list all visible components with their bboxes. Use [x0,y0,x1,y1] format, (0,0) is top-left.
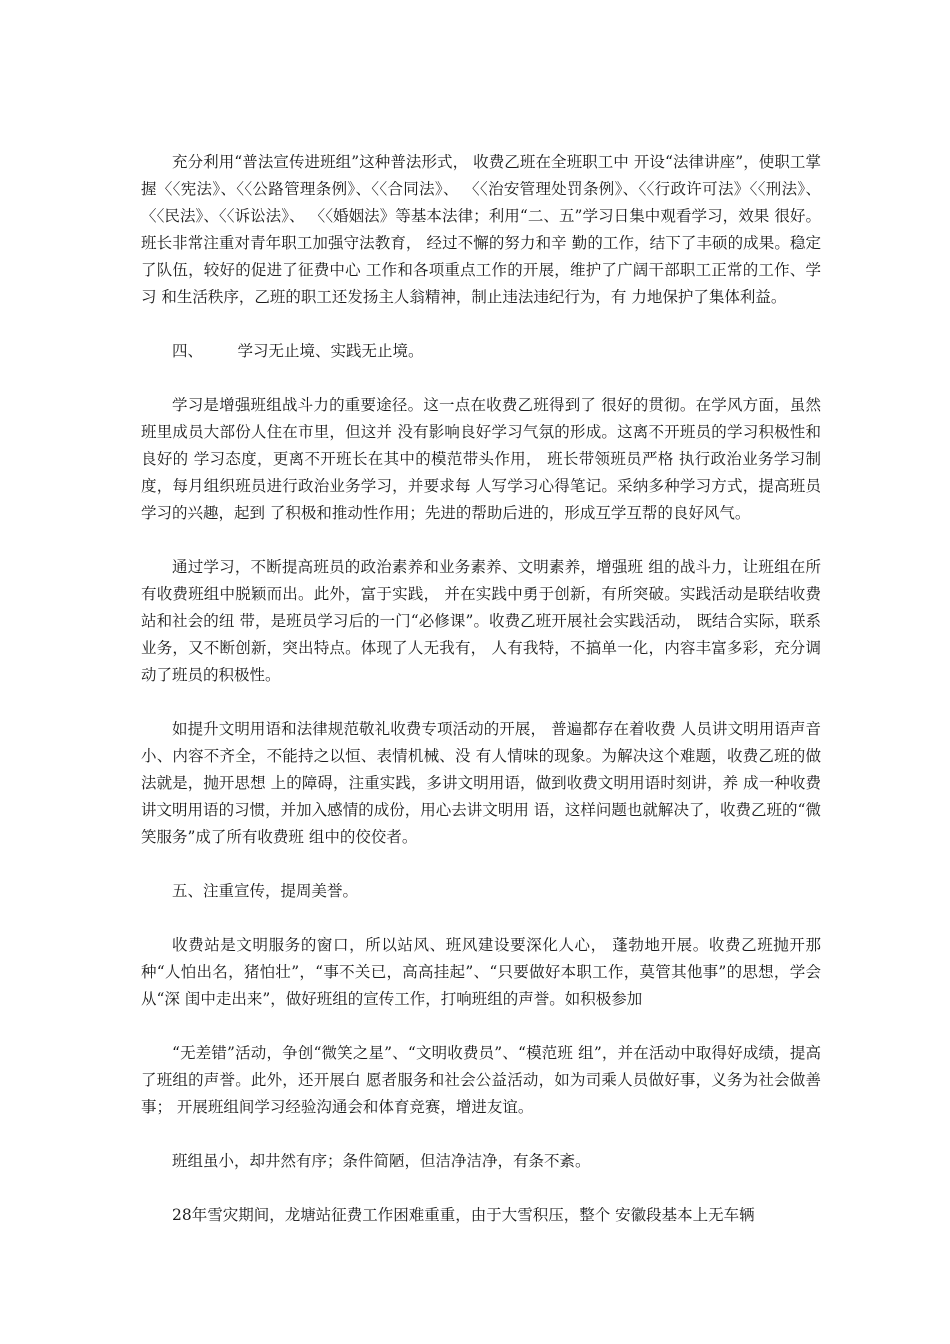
paragraph-spacer [141,1121,821,1148]
paragraph-legal-education: 充分利用“普法宣传进班组”这种普法形式， 收费乙班在全班职工中 开设“法律讲座”，使职工掌握〈〈宪法》、〈〈公路管理条例》、〈〈合同法》、 〈〈治安管理处罚条例》、〈〈行政许可法》〈〈刑法》、〈〈民法》、〈〈诉讼法》、 〈〈婚姻法》等基本法律；利用“二、五”学习日集中观看学习，效果 很好。班长非常注重对青年职工加强守法教育， 经过不懈的努力和辛 勤的工作，结下了丰硕的成果。稳定了队伍，较好的促进了征费中心 工作和各项重点工作的开展，维护了广阔干部职工正常的工作、学习 和生活秩序，乙班的职工还发扬主人翁精神，制止违法违纪行为，有 力地保护了集体利益。 [141,153,821,306]
paragraph-snow-disaster: 28年雪灾期间，龙塘站征费工作困难重重，由于大雪积压，整个 安徽段基本上无车辆 [172,1206,755,1224]
paragraph-practice: 通过学习，不断提高班员的政治素养和业务素养、文明素养，增强班 组的战斗力，让班组在所有收费班组中脱颖而出。此外，富于实践， 并在实践中勇于创新，有所突破。实践活动是联结收费站和社会的纽 带，是班员学习后的一门“必修课”。收费乙班开展社会实践活动， 既结合实际，联系业务，又不断创新，突出特点。体现了人无我有， 人有我特，不搞单一化，内容丰富多彩，充分调动了班员的积极性。 [141,558,821,684]
document-body [141,149,821,1229]
paragraph-civil-language: 如提升文明用语和法律规范敬礼收费专项活动的开展， 普遍都存在着收费 人员讲文明用语声音小、内容不齐全，不能持之以恒、表情机械、没 有人情味的现象。为解决这个难题，收费乙班的做法就是，抛开思想 上的障碍，注重实践，多讲文明用语，做到收费文明用语时刻讲，养 成一种收费讲文明用语的习惯，并加入感情的成份，用心去讲文明用 语，这样问题也就解决了，收费乙班的“微笑服务”成了所有收费班 组中的佼佼者。 [141,720,821,846]
paragraph-spacer [141,311,821,338]
section-heading-four: 四、 学习无止境、实践无止境。 [172,342,424,360]
paragraph-spacer [141,365,821,392]
paragraph-spacer [141,527,821,554]
paragraph-spacer [141,905,821,932]
paragraph-study: 学习是增强班组战斗力的重要途径。这一点在收费乙班得到了 很好的贯彻。在学风方面，虽然班里成员大部份人住在市里，但这并 没有影响良好学习气氛的形成。这离不开班员的学习积极性和良好的 学习态度，更离不开班长在其中的模范带头作用， 班长带领班员严格 执行政治业务学习制度，每月组织班员进行政治业务学习，并要求每 人写学习心得笔记。采纳多种学习方式，提高班员学习的兴趣，起到 了积极和推动性作用；先进的帮助后进的，形成互学互帮的良好风气。 [141,396,821,522]
section-heading-five: 五、注重宣传，提周美誉。 [172,882,359,900]
paragraph-spacer [141,1175,821,1202]
paragraph-publicity: 收费站是文明服务的窗口，所以站风、班风建设要深化人心， 蓬勃地开展。收费乙班抛开那种“人怕出名，猪怕壮”，“事不关已，高高挂起”、“只要做好本职工作，莫管其他事”的思想，学会从“深 闺中走出来”，做好班组的宣传工作，打响班组的声誉。如积极参加 [141,936,821,1008]
paragraph-activities: “无差错”活动，争创“微笑之星”、“文明收费员”、“模范班 组”，并在活动中取得好成绩，提高了班组的声誉。此外，还开展白 愿者服务和社会公益活动，如为司乘人员做好事，义务为社会做善事； 开展班组间学习经验沟通会和体育竞赛，增进友谊。 [141,1044,821,1116]
paragraph-spacer [141,689,821,716]
paragraph-spacer [141,851,821,878]
paragraph-orderly: 班组虽小，却井然有序；条件简陋，但洁净洁净，有条不紊。 [172,1152,591,1170]
paragraph-spacer [141,1013,821,1040]
